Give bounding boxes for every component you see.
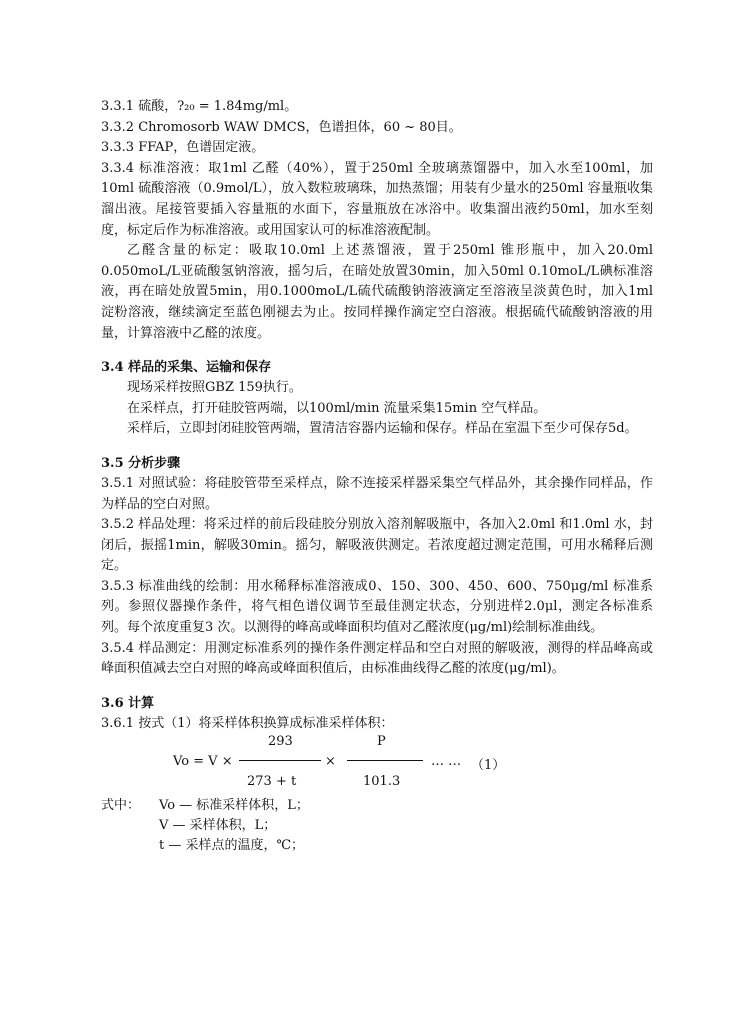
formula-denominator-1: 273 + t [247,774,297,790]
formula-numerator-1: 293 [268,734,293,750]
item-3-5-4: 3.5.4 样品测定：用测定标准系列的操作条件测定样品和空白对照的解吸液，测得的样品峰高或峰面积值减去空白对照的峰高或峰面积值后，由标准曲线得乙醛的浓度(μg/ml)。 [101,640,653,677]
def-vo: Vo — 标准采样体积，L； [159,798,309,814]
formula-times: × [325,754,336,770]
item-3-3-4: 3.3.4 标准溶液：取1ml 乙醛（40%），置于250ml 全玻璃蒸馏器中，加入水至100ml，加10ml 硫酸溶液（0.9mol/L），放入数粒玻璃珠，加热蒸馏；用装有少量水的250ml 容量瓶收集溜出液。尾接管要插入容量瓶的水面下，容量瓶放在冰浴中。收集溜出液约50ml，加水至刻度，标定后作为标准溶液。或用国家认可的标准溶液配制。 [101,160,653,238]
sampling-procedure: 在采样点，打开硅胶管两端，以100ml/min 流量采集15min 空气样品。 [127,400,547,416]
def-t: t — 采样点的温度，℃； [159,838,305,854]
item-3-6-1: 3.6.1 按式（1）将采样体积换算成标准采样体积： [101,715,394,731]
heading-3-6: 3.6 计算 [101,695,155,711]
item-3-3-3: 3.3.3 FFAP，色谱固定液。 [101,140,265,156]
item-3-3-1: 3.3.1 硫酸，?₂₀ = 1.84mg/ml。 [101,99,298,114]
formula-denominator-2: 101.3 [363,774,401,790]
volume-formula [101,734,653,794]
def-v: V — 采样体积，L； [159,818,277,834]
heading-3-5: 3.5 分析步骤 [101,455,181,471]
item-3-3-2: 3.3.2 Chromosorb WAW DMCS，色谱担体，60 ~ 80目。 [101,119,462,135]
fraction-bar-2 [347,760,423,761]
fraction-bar-1 [239,760,321,761]
defs-label: 式中： [101,798,141,814]
document-page [101,97,653,856]
item-3-5-2: 3.5.2 样品处理：将采过样的前后段硅胶分别放入溶剂解吸瓶中，各加入2.0ml 和1.0ml 水，封闭后，振摇1min，解吸30min。摇匀，解吸液供测定。若浓度超过测定范围，可用水稀释后测定。 [101,517,653,574]
formula-definitions [101,794,653,856]
formula-lhs: Vo = V × [173,754,233,770]
heading-3-4: 3.4 样品的采集、运输和保存 [101,360,272,376]
formula-dots: … … [431,754,462,770]
sampling-ref: 现场采样按照GBZ 159执行。 [127,380,302,396]
formula-number: （1） [471,758,506,774]
calibration-paragraph: 乙醛含量的标定：吸取10.0ml 上述蒸馏液，置于250ml 锥形瓶中，加入20.0ml 0.050moL/L亚硫酸氢钠溶液，摇匀后，在暗处放置30min，加入50ml 0.10moL/L碘标准溶液，再在暗处放置5min，用0.1000moL/L硫代硫酸钠溶液滴定至溶液呈淡黄色时，加入1ml 淀粉溶液，继续滴定至蓝色刚褪去为止。按同样操作滴定空白溶液。根据硫代硫酸钠溶液的用量，计算溶液中乙醛的浓度。 [101,243,653,341]
item-3-5-3: 3.5.3 标准曲线的绘制：用水稀释标准溶液成0、150、300、450、600、750μg/ml 标准系列。参照仪器操作条件，将气相色谱仪调节至最佳测定状态，分别进样2.0μl，测定各标准系列。每个浓度重复3 次。以测得的峰高或峰面积均值对乙醛浓度(μg/ml)绘制标准曲线。 [101,578,653,636]
item-3-5-1: 3.5.1 对照试验：将硅胶管带至采样点，除不连接采样器采集空气样品外，其余操作同样品，作为样品的空白对照。 [101,475,653,512]
formula-numerator-2: P [377,734,386,750]
sampling-storage: 采样后，立即封闭硅胶管两端，置清洁容器内运输和保存。样品在室温下至少可保存5d。 [127,421,638,437]
